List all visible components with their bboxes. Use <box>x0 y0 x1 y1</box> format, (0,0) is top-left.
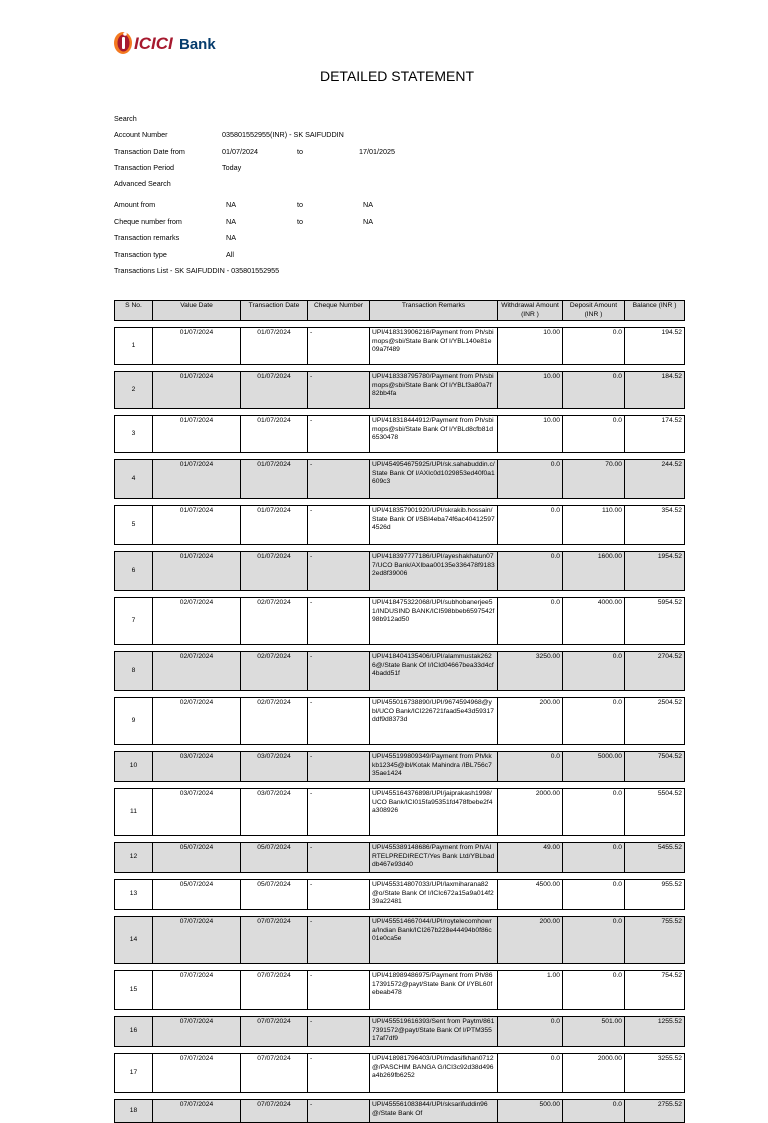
cell-withdrawal: 10.00 <box>498 328 563 365</box>
cell-value-date: 02/07/2024 <box>153 652 241 691</box>
cell-value-date: 02/07/2024 <box>153 598 241 645</box>
cell-transaction-date: 01/07/2024 <box>241 460 308 499</box>
cell-deposit: 5000.00 <box>563 752 625 782</box>
cell-transaction-date: 01/07/2024 <box>241 372 308 409</box>
cell-deposit: 0.0 <box>563 1100 625 1123</box>
table-row <box>115 880 685 910</box>
cell-deposit: 0.0 <box>563 652 625 691</box>
cell-transaction-date: 07/07/2024 <box>241 971 308 1010</box>
cell-transaction-date: 01/07/2024 <box>241 506 308 545</box>
cell-sno: 11 <box>115 789 153 836</box>
type-label: Transaction type <box>114 250 167 259</box>
table-row <box>115 698 685 745</box>
row-spacer-cell <box>115 1093 685 1100</box>
row-spacer <box>115 409 685 416</box>
cell-remarks: UPI/455314807033/UPI/laxmiharana82@o/State Bank Of I/ICIc672a15a9a014f239a22481 <box>370 880 498 910</box>
cell-sno: 4 <box>115 460 153 499</box>
transactions-list-label: Transactions List - SK SAIFUDDIN - 035801552955 <box>114 266 280 275</box>
cell-transaction-date: 02/07/2024 <box>241 652 308 691</box>
cell-value-date: 07/07/2024 <box>153 1054 241 1093</box>
row-spacer-cell <box>115 782 685 789</box>
cell-cheque-number: - <box>308 598 370 645</box>
header-transaction-date: Transaction Date <box>241 301 308 321</box>
cell-value-date: 02/07/2024 <box>153 698 241 745</box>
cell-cheque-number: - <box>308 1100 370 1123</box>
header-balance: Balance (INR ) <box>625 301 685 321</box>
table-row <box>115 372 685 409</box>
row-spacer-cell <box>115 873 685 880</box>
row-spacer <box>115 591 685 598</box>
table-row <box>115 1017 685 1047</box>
row-spacer <box>115 836 685 843</box>
cell-withdrawal: 500.00 <box>498 1100 563 1123</box>
header-sno: S No. <box>115 301 153 321</box>
cell-balance: 754.52 <box>625 971 685 1010</box>
cell-remarks: UPI/418357901920/UPI/skrakib.hossain/State Bank Of I/SBI4eba74f6ac404125974526d <box>370 506 498 545</box>
cell-withdrawal: 200.00 <box>498 698 563 745</box>
cell-balance: 244.52 <box>625 460 685 499</box>
cell-balance: 174.52 <box>625 416 685 453</box>
cell-value-date: 01/07/2024 <box>153 372 241 409</box>
cell-cheque-number: - <box>308 416 370 453</box>
period-value: Today <box>222 163 242 172</box>
cell-transaction-date: 07/07/2024 <box>241 1017 308 1047</box>
cell-balance: 1954.52 <box>625 552 685 591</box>
cell-remarks: UPI/418981796403/UPI/mdasifkhan0712@/PASCHIM BANGA G/ICI3c92d38d496a4b269fb6252 <box>370 1054 498 1093</box>
cell-transaction-date: 03/07/2024 <box>241 789 308 836</box>
cell-deposit: 0.0 <box>563 698 625 745</box>
account-number-value: 035801552955(INR) - SK SAIFUDDIN <box>222 130 344 139</box>
cell-transaction-date: 02/07/2024 <box>241 598 308 645</box>
cell-balance: 2704.52 <box>625 652 685 691</box>
row-spacer-cell <box>115 409 685 416</box>
remarks-value: NA <box>226 233 236 242</box>
cell-balance: 5954.52 <box>625 598 685 645</box>
cell-remarks: UPI/455389148686/Payment from Ph/AIRTELPREDIRECT/Yes Bank Ltd/YBLbaddb467e93d40 <box>370 843 498 873</box>
table-header-row <box>115 301 685 321</box>
row-spacer <box>115 1010 685 1017</box>
amount-to-label: to <box>297 200 303 209</box>
cell-withdrawal: 0.0 <box>498 552 563 591</box>
cell-deposit: 0.0 <box>563 789 625 836</box>
cell-value-date: 07/07/2024 <box>153 971 241 1010</box>
cell-remarks: UPI/418313906216/Payment from Ph/sbimops@sbi/State Bank Of I/YBL140e81e09a7f489 <box>370 328 498 365</box>
row-spacer <box>115 745 685 752</box>
amount-from-value: NA <box>226 200 236 209</box>
row-spacer-cell <box>115 365 685 372</box>
cell-deposit: 0.0 <box>563 917 625 964</box>
cell-value-date: 01/07/2024 <box>153 552 241 591</box>
cell-transaction-date: 01/07/2024 <box>241 328 308 365</box>
cell-deposit: 0.0 <box>563 880 625 910</box>
cell-sno: 12 <box>115 843 153 873</box>
transactions-table <box>114 300 685 1123</box>
date-to-label: to <box>297 147 303 156</box>
cell-balance: 1255.52 <box>625 1017 685 1047</box>
row-spacer <box>115 499 685 506</box>
cell-cheque-number: - <box>308 552 370 591</box>
cell-sno: 1 <box>115 328 153 365</box>
amount-to-value: NA <box>363 200 373 209</box>
cell-deposit: 0.0 <box>563 416 625 453</box>
cell-value-date: 05/07/2024 <box>153 843 241 873</box>
statement-title: DETAILED STATEMENT <box>319 68 474 84</box>
cell-withdrawal: 4500.00 <box>498 880 563 910</box>
header-cheque-number: Cheque Number <box>308 301 370 321</box>
period-label: Transaction Period <box>114 163 175 172</box>
cell-value-date: 01/07/2024 <box>153 328 241 365</box>
cell-withdrawal: 0.0 <box>498 506 563 545</box>
cell-transaction-date: 02/07/2024 <box>241 698 308 745</box>
cell-transaction-date: 07/07/2024 <box>241 1054 308 1093</box>
cell-remarks: UPI/418318444912/Payment from Ph/sbimops@sbi/State Bank Of I/YBLd8cfb81d6530478 <box>370 416 498 453</box>
cell-value-date: 01/07/2024 <box>153 416 241 453</box>
cell-remarks: UPI/418397777186/UPI/ayeshakhatun077/UCO Bank/AXIbaa00135e336478f91832ed8f39006 <box>370 552 498 591</box>
cell-cheque-number: - <box>308 1017 370 1047</box>
table-row <box>115 1100 685 1123</box>
cell-remarks: UPI/455514667044/UPI/roytelecomhowra/Indian Bank/ICI267b228e44494b0f86c01e0ca5e <box>370 917 498 964</box>
cell-cheque-number: - <box>308 752 370 782</box>
cell-deposit: 501.00 <box>563 1017 625 1047</box>
cell-cheque-number: - <box>308 971 370 1010</box>
cell-withdrawal: 10.00 <box>498 416 563 453</box>
cell-value-date: 01/07/2024 <box>153 506 241 545</box>
cell-withdrawal: 3250.00 <box>498 652 563 691</box>
row-spacer <box>115 1093 685 1100</box>
row-spacer <box>115 453 685 460</box>
cell-balance: 184.52 <box>625 372 685 409</box>
cell-transaction-date: 03/07/2024 <box>241 752 308 782</box>
cheque-to-label: to <box>297 217 303 226</box>
row-spacer <box>115 645 685 652</box>
row-spacer-cell <box>115 691 685 698</box>
cell-remarks: UPI/455199809349/Payment from Ph/kkkb12345@ibl/Kotak Mahindra /IBL756c735ae1424 <box>370 752 498 782</box>
cell-sno: 13 <box>115 880 153 910</box>
amount-from-label: Amount from <box>114 200 156 209</box>
cell-deposit: 4000.00 <box>563 598 625 645</box>
cheque-from-value: NA <box>226 217 236 226</box>
cell-deposit: 0.0 <box>563 372 625 409</box>
cell-value-date: 03/07/2024 <box>153 789 241 836</box>
cell-cheque-number: - <box>308 1054 370 1093</box>
icici-bank-logo <box>112 28 232 58</box>
cell-transaction-date: 07/07/2024 <box>241 917 308 964</box>
cell-balance: 5504.52 <box>625 789 685 836</box>
cell-balance: 755.52 <box>625 917 685 964</box>
cell-sno: 15 <box>115 971 153 1010</box>
cell-sno: 6 <box>115 552 153 591</box>
cell-withdrawal: 0.0 <box>498 598 563 645</box>
cell-remarks: UPI/455016738890/UPI/9674594968@ybl/UCO Bank/ICI226721faad5e43d59317ddf9d8373d <box>370 698 498 745</box>
advanced-search-label: Advanced Search <box>114 179 171 188</box>
row-spacer-cell <box>115 964 685 971</box>
account-number-label: Account Number <box>114 130 168 139</box>
row-spacer-cell <box>115 591 685 598</box>
row-spacer-cell <box>115 321 685 328</box>
row-spacer-cell <box>115 1047 685 1054</box>
cell-remarks: UPI/418404135406/UPI/alammustak2626@/State Bank Of I/ICId04667bea33d4cf4badd51f <box>370 652 498 691</box>
row-spacer <box>115 545 685 552</box>
header-deposit-amount: Deposit Amount (INR ) <box>563 301 625 321</box>
cell-withdrawal: 200.00 <box>498 917 563 964</box>
row-spacer <box>115 910 685 917</box>
cell-sno: 7 <box>115 598 153 645</box>
header-value-date: Value Date <box>153 301 241 321</box>
row-spacer-cell <box>115 745 685 752</box>
date-from-value: 01/07/2024 <box>222 147 258 156</box>
cell-cheque-number: - <box>308 652 370 691</box>
cell-sno: 9 <box>115 698 153 745</box>
cell-balance: 2504.52 <box>625 698 685 745</box>
cell-cheque-number: - <box>308 460 370 499</box>
header-withdrawal-amount: Withdrawal Amount (INR ) <box>498 301 563 321</box>
cell-sno: 2 <box>115 372 153 409</box>
table-row <box>115 460 685 499</box>
table-row <box>115 328 685 365</box>
header-transaction-remarks: Transaction Remarks <box>370 301 498 321</box>
table-row <box>115 552 685 591</box>
row-spacer-cell <box>115 836 685 843</box>
svg-text:Bank: Bank <box>179 36 216 53</box>
table-row <box>115 917 685 964</box>
row-spacer-cell <box>115 910 685 917</box>
cell-remarks: UPI/455519616393/Sent from Paytm/8617391572@payt/State Bank Of I/PTM35517af7df9 <box>370 1017 498 1047</box>
table-row <box>115 789 685 836</box>
table-row <box>115 843 685 873</box>
cell-balance: 2755.52 <box>625 1100 685 1123</box>
search-heading: Search <box>114 114 137 123</box>
cell-deposit: 0.0 <box>563 328 625 365</box>
cell-deposit: 70.00 <box>563 460 625 499</box>
row-spacer <box>115 1047 685 1054</box>
cell-remarks: UPI/418338795780/Payment from Ph/sbimops@sbi/State Bank Of I/YBLf3a80a7f82bb4fa <box>370 372 498 409</box>
cell-sno: 5 <box>115 506 153 545</box>
cell-balance: 3255.52 <box>625 1054 685 1093</box>
row-spacer-cell <box>115 499 685 506</box>
cell-deposit: 2000.00 <box>563 1054 625 1093</box>
cell-transaction-date: 05/07/2024 <box>241 880 308 910</box>
cell-deposit: 0.0 <box>563 971 625 1010</box>
cell-cheque-number: - <box>308 698 370 745</box>
cell-transaction-date: 01/07/2024 <box>241 416 308 453</box>
cell-cheque-number: - <box>308 880 370 910</box>
cell-transaction-date: 05/07/2024 <box>241 843 308 873</box>
cheque-from-label: Cheque number from <box>114 217 182 226</box>
cell-remarks: UPI/454954675925/UPI/sk.sahabuddin.c/State Bank Of I/AXIc0d1029853ed40f0a1609c3 <box>370 460 498 499</box>
cell-remarks: UPI/418989486975/Payment from Ph/8617391572@payt/State Bank Of I/YBL60febeab478 <box>370 971 498 1010</box>
row-spacer-cell <box>115 645 685 652</box>
table-row <box>115 416 685 453</box>
cell-balance: 354.52 <box>625 506 685 545</box>
row-spacer <box>115 964 685 971</box>
table-row <box>115 971 685 1010</box>
cell-sno: 10 <box>115 752 153 782</box>
cell-deposit: 0.0 <box>563 843 625 873</box>
cell-remarks: UPI/455164376898/UPI/jaiprakash1998/UCO Bank/ICI015fa95351fd478fbebe2f4a308926 <box>370 789 498 836</box>
cell-withdrawal: 49.00 <box>498 843 563 873</box>
cell-cheque-number: - <box>308 843 370 873</box>
date-to-value: 17/01/2025 <box>359 147 395 156</box>
cell-deposit: 1600.00 <box>563 552 625 591</box>
cell-balance: 955.52 <box>625 880 685 910</box>
cell-deposit: 110.00 <box>563 506 625 545</box>
bank-logo-icon <box>112 28 232 58</box>
row-spacer <box>115 691 685 698</box>
row-spacer <box>115 365 685 372</box>
cell-value-date: 05/07/2024 <box>153 880 241 910</box>
cell-withdrawal: 10.00 <box>498 372 563 409</box>
cell-transaction-date: 07/07/2024 <box>241 1100 308 1123</box>
cell-value-date: 07/07/2024 <box>153 1100 241 1123</box>
row-spacer <box>115 782 685 789</box>
table-row <box>115 598 685 645</box>
table-row <box>115 506 685 545</box>
cell-withdrawal: 2000.00 <box>498 789 563 836</box>
table-row <box>115 752 685 782</box>
cell-cheque-number: - <box>308 789 370 836</box>
remarks-label: Transaction remarks <box>114 233 180 242</box>
cell-value-date: 03/07/2024 <box>153 752 241 782</box>
svg-text:ICICI: ICICI <box>134 34 173 53</box>
cell-sno: 17 <box>115 1054 153 1093</box>
row-spacer <box>115 873 685 880</box>
date-from-label: Transaction Date from <box>114 147 185 156</box>
table-row <box>115 652 685 691</box>
cell-sno: 18 <box>115 1100 153 1123</box>
type-value: All <box>226 250 234 259</box>
cell-withdrawal: 0.0 <box>498 1017 563 1047</box>
cell-balance: 5455.52 <box>625 843 685 873</box>
cell-cheque-number: - <box>308 506 370 545</box>
cell-cheque-number: - <box>308 328 370 365</box>
cell-sno: 3 <box>115 416 153 453</box>
cell-remarks: UPI/455561083844/UPI/sksarifuddin96@/State Bank Of <box>370 1100 498 1123</box>
cell-remarks: UPI/418475322068/UPI/subhobanerjee51/INDUSIND BANK/ICI598bbeb6597542f98b912ad50 <box>370 598 498 645</box>
cell-withdrawal: 0.0 <box>498 752 563 782</box>
row-spacer-cell <box>115 1010 685 1017</box>
cell-value-date: 01/07/2024 <box>153 460 241 499</box>
cell-sno: 14 <box>115 917 153 964</box>
row-spacer <box>115 321 685 328</box>
cell-withdrawal: 0.0 <box>498 1054 563 1093</box>
cell-transaction-date: 01/07/2024 <box>241 552 308 591</box>
cell-withdrawal: 0.0 <box>498 460 563 499</box>
cheque-to-value: NA <box>363 217 373 226</box>
cell-value-date: 07/07/2024 <box>153 917 241 964</box>
table-row <box>115 1054 685 1093</box>
cell-cheque-number: - <box>308 372 370 409</box>
cell-sno: 8 <box>115 652 153 691</box>
cell-sno: 16 <box>115 1017 153 1047</box>
cell-withdrawal: 1.00 <box>498 971 563 1010</box>
cell-balance: 194.52 <box>625 328 685 365</box>
row-spacer-cell <box>115 453 685 460</box>
cell-balance: 7504.52 <box>625 752 685 782</box>
cell-cheque-number: - <box>308 917 370 964</box>
row-spacer-cell <box>115 545 685 552</box>
cell-value-date: 07/07/2024 <box>153 1017 241 1047</box>
